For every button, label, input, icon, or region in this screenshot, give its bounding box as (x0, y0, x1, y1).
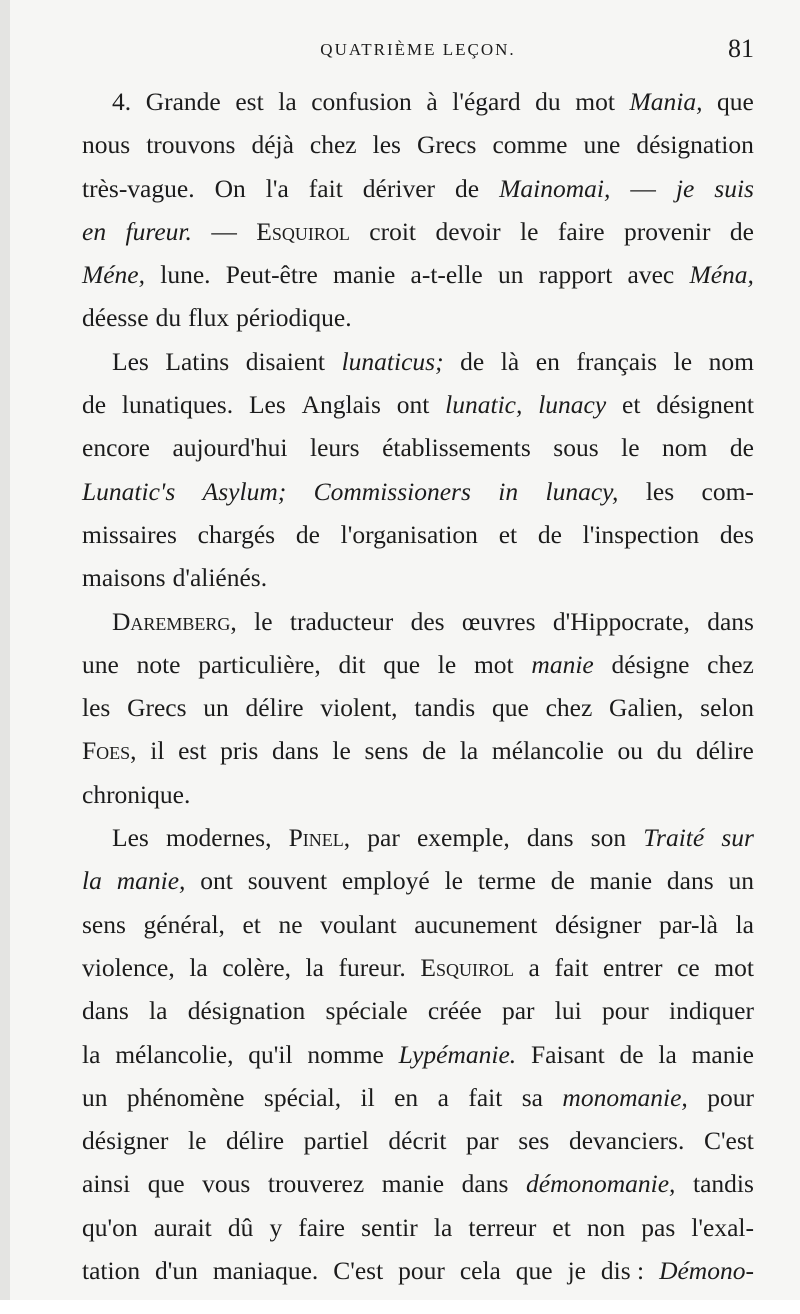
word: traducteur (289, 606, 394, 636)
word: très-vague. (82, 173, 195, 203)
word: dis : (600, 1256, 645, 1286)
text-line (82, 946, 754, 989)
running-head: QUATRIÈME LEÇON. (320, 40, 516, 59)
word: Grecs (416, 130, 477, 160)
word: rapport (538, 260, 613, 290)
word: leurs (310, 433, 360, 463)
word: provenir (624, 216, 711, 246)
word: établissements (382, 433, 531, 463)
word: faire (557, 216, 605, 246)
word: qu'il (248, 1039, 293, 1069)
word: lunatiques. (121, 390, 234, 420)
word: chez (707, 649, 754, 679)
word: manie (691, 1039, 754, 1069)
word: — (630, 173, 656, 203)
word: par-là (658, 909, 718, 939)
word: le (437, 649, 457, 679)
word: démonomanie, (526, 1169, 676, 1199)
word: Mania, (629, 87, 703, 116)
word: terme (477, 866, 536, 896)
word: spéciale (325, 996, 408, 1026)
word: ses (518, 1126, 550, 1156)
word: fait (308, 173, 343, 203)
word: il (150, 736, 165, 766)
word: Asylum; (202, 476, 287, 506)
word: en (82, 216, 107, 246)
text-line (82, 340, 754, 383)
word: Latins (165, 346, 230, 376)
word: un (497, 260, 524, 290)
word: de (460, 346, 485, 376)
word: mot (575, 87, 615, 116)
word: par (466, 1126, 499, 1156)
word: qu'on (82, 1212, 138, 1242)
word: dériver (362, 173, 436, 203)
word: d'un (155, 1256, 198, 1286)
word: une (583, 130, 621, 160)
word: par (501, 996, 535, 1026)
word: d'Hippocrate, (552, 606, 690, 636)
word: les (82, 693, 111, 723)
word: de (550, 866, 575, 896)
word: le (520, 216, 539, 246)
word: de (619, 1039, 644, 1069)
word: in (498, 476, 519, 506)
word: que (717, 87, 754, 116)
body-text (82, 80, 754, 1292)
word: de (295, 519, 320, 549)
word: a (437, 1082, 449, 1112)
word: le (444, 866, 463, 896)
word: désigne (611, 649, 690, 679)
word: un (82, 1082, 108, 1112)
word: dans (526, 823, 574, 853)
word: pris (220, 736, 259, 766)
word: ou (617, 736, 643, 766)
word: le (187, 1126, 207, 1156)
word: dans (666, 866, 714, 896)
word: les (372, 130, 401, 160)
word: vous (202, 1169, 251, 1199)
text-line (82, 556, 754, 599)
word: les (645, 476, 675, 506)
word: particulière, (198, 649, 321, 679)
word: déjà (251, 130, 294, 160)
page-bottom-margin (0, 1300, 800, 1314)
page-edge-shadow (0, 0, 10, 1314)
word: français (576, 346, 658, 376)
word: nom (662, 433, 708, 463)
word: Pinel, (288, 823, 351, 853)
word: encore (82, 433, 150, 463)
word: mélancolie, (115, 1039, 234, 1069)
word: la (658, 1039, 677, 1069)
word: la (305, 952, 324, 982)
word: Commissioners (313, 476, 471, 506)
word: dit (338, 649, 366, 679)
word: flux (188, 303, 230, 333)
word: Lunatic's (82, 476, 176, 506)
word: fait (468, 1082, 503, 1112)
word: et (242, 909, 261, 939)
text-line (82, 903, 754, 946)
word: pour (707, 1082, 754, 1112)
word: du (535, 87, 561, 116)
word: tation (82, 1256, 141, 1286)
word: ce (677, 952, 700, 982)
word: désignation (636, 130, 754, 160)
word: ont (200, 866, 233, 896)
word: lui (554, 996, 582, 1026)
word: du (656, 736, 683, 766)
word: entrer (603, 952, 663, 982)
word: chez (309, 130, 357, 160)
word: dans (461, 1169, 509, 1199)
word: faire (298, 1212, 346, 1242)
word: délire (245, 693, 304, 723)
word: sens (82, 909, 126, 939)
word: l'inspection (582, 519, 700, 549)
word: l'égard (452, 87, 521, 116)
word: mot (473, 649, 514, 679)
word: croit (369, 216, 417, 246)
word: déesse (82, 303, 149, 333)
word: Peut-être (225, 260, 318, 290)
word: manie, (116, 866, 186, 896)
word: mot (714, 952, 754, 982)
word: Méne, (82, 260, 146, 290)
word: monomanie, (562, 1082, 688, 1112)
word: l'exal- (691, 1212, 754, 1242)
word: le (254, 606, 273, 636)
word: la (82, 1039, 101, 1069)
word: a-t-elle (410, 260, 483, 290)
text-line (82, 1033, 754, 1076)
word: dans (272, 736, 319, 766)
text-line (82, 426, 754, 469)
word: voulant (320, 909, 397, 939)
word: maniaque. (212, 1256, 319, 1286)
word: le (621, 433, 640, 463)
word: son (590, 823, 627, 853)
word: nomme (307, 1039, 384, 1069)
word: a (528, 952, 540, 982)
word: décrit (388, 1126, 447, 1156)
word: Anglais (301, 390, 381, 420)
word: là (500, 346, 520, 376)
word: la (189, 952, 208, 982)
word: ainsi (82, 1169, 131, 1199)
word: le (673, 346, 693, 376)
word: Ména, (689, 260, 754, 290)
word: désigner (82, 1126, 169, 1156)
word: je (675, 173, 695, 203)
text-line (82, 859, 754, 902)
word: missaires (82, 519, 177, 549)
word: ont (396, 390, 430, 420)
word: désigner (554, 909, 642, 939)
text-line (82, 989, 754, 1032)
word: du (155, 303, 182, 333)
word: indiquer (668, 996, 754, 1026)
word: lune. (160, 260, 211, 290)
word: manie (531, 649, 594, 679)
word: en (535, 346, 560, 376)
word: la (278, 87, 297, 116)
page-header (82, 34, 754, 74)
word: avec (627, 260, 675, 290)
word: mélancolie (491, 736, 604, 766)
text-line (82, 513, 754, 556)
word: chez (545, 693, 593, 723)
word: devoir (435, 216, 501, 246)
word: une (82, 649, 119, 679)
word: la (459, 736, 479, 766)
word: com- (701, 476, 754, 506)
word: Galien, (609, 693, 684, 723)
word: sous (553, 433, 599, 463)
word: Mainomai, (499, 173, 611, 203)
word: de (729, 433, 754, 463)
word: maisons (82, 563, 166, 593)
text-line (82, 123, 754, 166)
word: par (367, 823, 400, 853)
text-line (82, 1076, 754, 1119)
text-line (82, 1162, 754, 1205)
word: ne (278, 909, 303, 939)
word: employé (341, 866, 430, 896)
word: souvent (247, 866, 328, 896)
text-line (82, 600, 754, 643)
word: manie (333, 260, 396, 290)
word: il (360, 1082, 375, 1112)
word: Démono- (659, 1256, 754, 1286)
text-line (82, 686, 754, 729)
word: nom (708, 346, 754, 376)
word: pour (398, 1256, 445, 1286)
word: de (422, 736, 447, 766)
word: Grecs (127, 693, 187, 723)
word: lunacy, (545, 476, 619, 506)
word: On (214, 173, 246, 203)
word: note (136, 649, 181, 679)
word: trouvons (146, 130, 236, 160)
word: la (735, 909, 754, 939)
text-line (82, 253, 754, 296)
word: que (491, 693, 529, 723)
word: que (383, 649, 421, 679)
word: de (82, 390, 107, 420)
word: devanciers. (568, 1126, 685, 1156)
word: un (203, 693, 229, 723)
word: œuvres (461, 606, 536, 636)
word: y (269, 1212, 283, 1242)
word: la (433, 1212, 453, 1242)
word: d'aliénés. (172, 563, 268, 593)
word: aurait (153, 1212, 212, 1242)
word: chronique. (82, 779, 191, 809)
word: la (149, 996, 168, 1026)
word: un (728, 866, 754, 896)
word: sur (721, 823, 754, 853)
word: Faisant (531, 1039, 605, 1069)
word: des (410, 606, 445, 636)
word: et (552, 1212, 571, 1242)
word: désignent (656, 390, 754, 420)
word: que (515, 1256, 553, 1286)
word: fureur. (125, 216, 192, 246)
word: aucunement (414, 909, 538, 939)
word: l'a (265, 173, 289, 203)
word: tandis (693, 1169, 754, 1199)
text-line (82, 383, 754, 426)
word: périodique. (236, 303, 352, 333)
word: sentir (361, 1212, 418, 1242)
word: modernes, (165, 823, 272, 853)
word: exemple, (416, 823, 510, 853)
word: fait (554, 952, 589, 982)
word: Les (248, 390, 286, 420)
text-line (82, 470, 754, 513)
text-line (82, 296, 754, 339)
text-line (82, 1119, 754, 1162)
word: — (211, 216, 237, 246)
word: désignation (187, 996, 306, 1026)
text-line (82, 1249, 754, 1292)
word: chargés (197, 519, 276, 549)
word: Les (112, 346, 149, 376)
word: Daremberg, (112, 606, 237, 636)
text-line (82, 729, 754, 772)
word: manie (381, 1169, 445, 1199)
word: je (567, 1256, 586, 1286)
word: phénomène (126, 1082, 245, 1112)
word: de (455, 173, 480, 203)
word: Esquirol (420, 952, 514, 982)
word: de (537, 519, 562, 549)
word: et (622, 390, 641, 420)
word: en (394, 1082, 419, 1112)
word: de (729, 216, 754, 246)
word: 4. (112, 87, 132, 116)
word: violence, (82, 952, 175, 982)
word: violent, (320, 693, 398, 723)
word: délire (225, 1126, 285, 1156)
text-line (82, 1206, 754, 1249)
word: Traité (643, 823, 705, 853)
word: terreur (468, 1212, 537, 1242)
word: C'est (703, 1126, 754, 1156)
word: Esquirol (256, 216, 350, 246)
word: trouverez (267, 1169, 365, 1199)
word: lunaticus; (341, 346, 444, 376)
text-line (82, 210, 754, 253)
word: dû (227, 1212, 254, 1242)
word: suis (714, 173, 754, 203)
word: disaient (245, 346, 326, 376)
word: créée (427, 996, 482, 1026)
word: tandis (414, 693, 476, 723)
word: Foes, (82, 736, 137, 766)
word: pour (601, 996, 649, 1026)
text-line (82, 643, 754, 686)
word: à (426, 87, 438, 116)
text-line (82, 816, 754, 859)
word: dans (707, 606, 754, 636)
word: comme (492, 130, 568, 160)
word: Les (112, 823, 149, 853)
word: l'organisation (340, 519, 478, 549)
word: spécial, (263, 1082, 342, 1112)
word: la (82, 866, 102, 896)
word: dans (82, 996, 129, 1026)
page-number: 81 (728, 34, 754, 63)
word: le (332, 736, 351, 766)
text-line (82, 167, 754, 210)
word: fureur. (338, 952, 406, 982)
word: général, (143, 909, 225, 939)
word: C'est (333, 1256, 384, 1286)
word: et (498, 519, 518, 549)
word: sa (521, 1082, 543, 1112)
word: des (719, 519, 754, 549)
word: selon (700, 693, 754, 723)
word: Lypémanie. (398, 1039, 517, 1069)
word: partiel (303, 1126, 369, 1156)
word: aujourd'hui (172, 433, 288, 463)
word: délire (695, 736, 754, 766)
word: lunacy (538, 390, 607, 420)
word: non (586, 1212, 626, 1242)
text-line (82, 80, 754, 123)
word: confusion (311, 87, 412, 116)
text-line (82, 773, 754, 816)
word: cela (459, 1256, 501, 1286)
word: est (178, 736, 207, 766)
word: manie (589, 866, 653, 896)
word: que (147, 1169, 185, 1199)
word: Grande (145, 87, 221, 116)
word: colère, (222, 952, 291, 982)
word: lunatic, (445, 390, 523, 420)
word: pas (641, 1212, 676, 1242)
word: sens (364, 736, 409, 766)
word: est (235, 87, 264, 116)
word: nous (82, 130, 131, 160)
